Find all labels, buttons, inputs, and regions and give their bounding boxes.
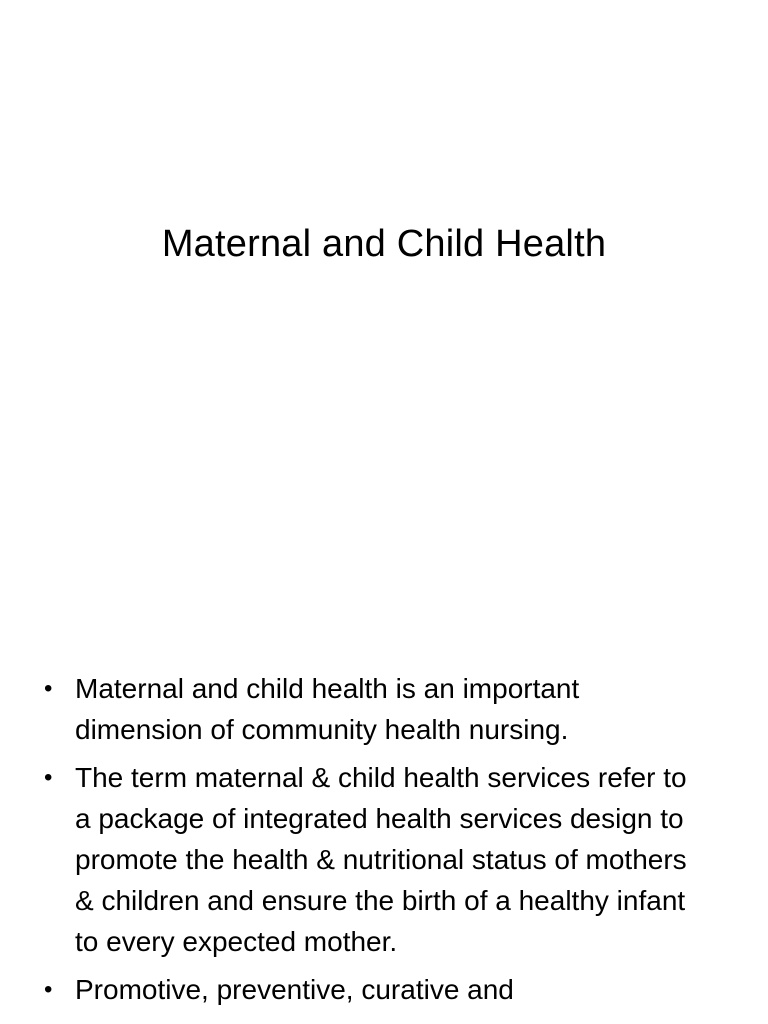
bullet-icon: • [44,675,53,702]
list-item [40,969,700,1010]
bullet-text: Promotive, preventive, curative and [75,974,514,1005]
slide-title: Maternal and Child Health [161,223,607,265]
bullet-list [40,668,700,1017]
list-item [40,757,700,962]
bullet-text: Maternal and child health is an important dimension of community health nursing. [75,673,580,745]
bullet-icon: • [44,976,53,1003]
list-item [40,668,700,750]
content-slide [0,576,768,1024]
bullet-icon: • [44,764,53,791]
bullet-text: The term maternal & child health services refer to a package of integrated health services design to promote the health & nutritional status of mothers & children and ensure the birth of a healthy infant to every expected mother. [75,762,687,957]
